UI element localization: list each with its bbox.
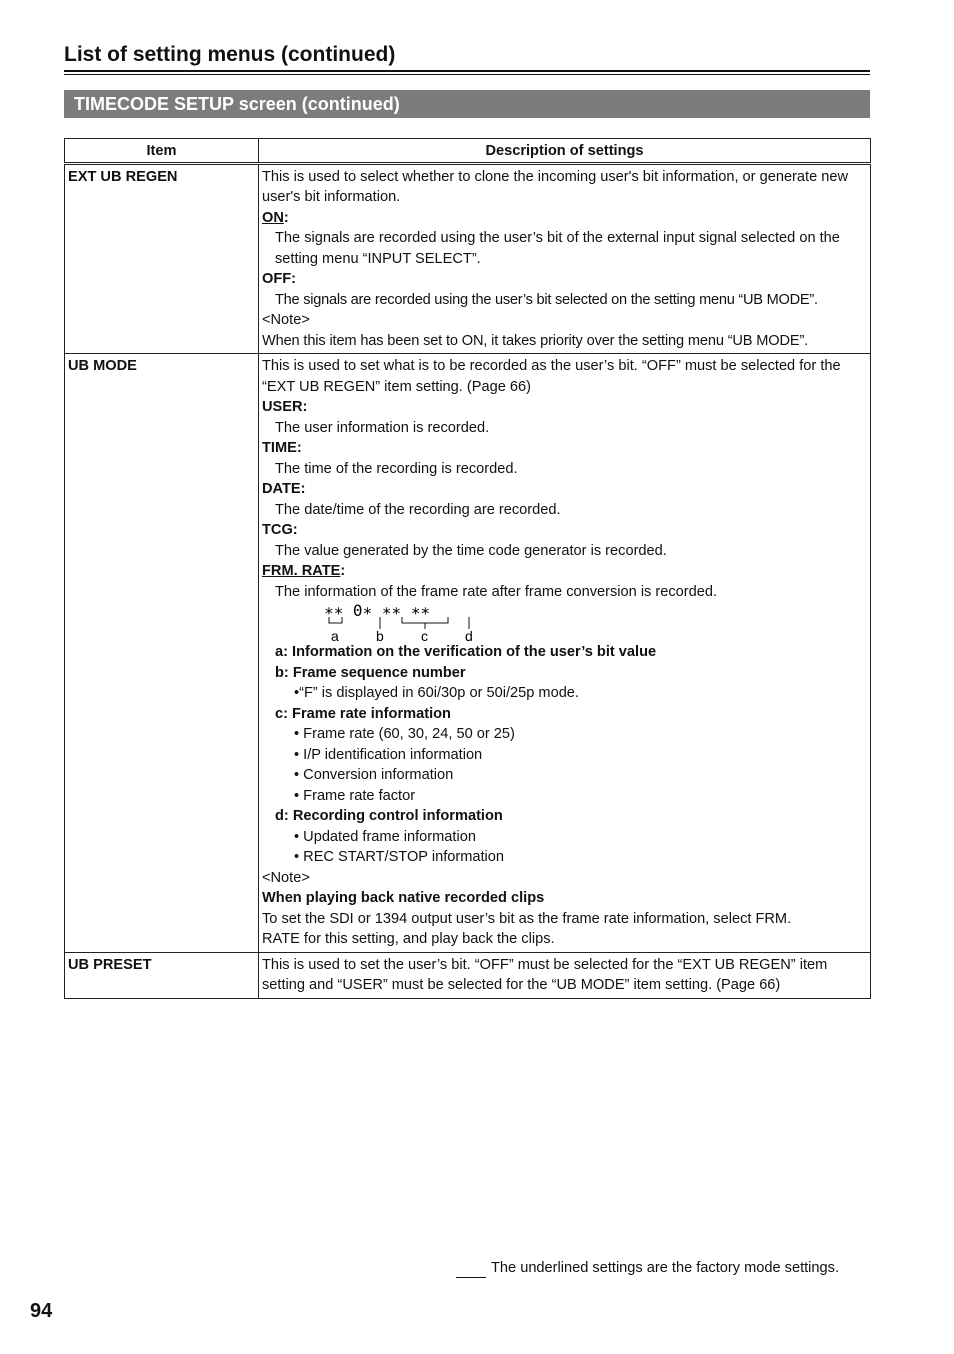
- on-label: ON: [262, 209, 284, 226]
- ext-ub-regen-on-text: The signals are recorded using the user’s bit of the external input signal selected on the setting menu “INPUT SELECT”.: [275, 230, 840, 267]
- ext-ub-regen-on-option: ON:: [262, 209, 289, 226]
- ub-mode-note-heading: When playing back native recorded clips: [262, 890, 545, 906]
- table-row-ext-ub-regen: [65, 163, 871, 354]
- user-bit-diagram-graphic: [322, 602, 492, 642]
- time-label: TIME:: [262, 440, 302, 456]
- d-item: • REC START/STOP information: [294, 849, 505, 865]
- off-label: OFF:: [262, 271, 297, 287]
- desc-ext-ub-regen: [259, 163, 871, 354]
- desc-ub-mode: [259, 354, 871, 953]
- ub-mode-note-label: <Note>: [262, 869, 310, 886]
- frm-rate-text: The information of the frame rate after frame conversion is recorded.: [275, 583, 718, 600]
- user-label: USER:: [262, 399, 308, 415]
- diagram-label-c: c: [421, 628, 428, 642]
- title-rule: [64, 70, 870, 72]
- c-item: • Frame rate factor: [294, 787, 416, 804]
- diagram-label-d: d: [465, 628, 473, 642]
- section-heading: TIMECODE SETUP screen (continued): [64, 90, 870, 118]
- item-ub-mode: UB MODE: [65, 354, 259, 953]
- b-item: •“F” is displayed in 60i/30p or 50i/25p mode.: [294, 685, 579, 701]
- diagram-label-a: a: [331, 628, 339, 642]
- page-number: 94: [30, 1300, 53, 1322]
- user-text: The user information is recorded.: [275, 419, 490, 436]
- a-label: a: Information on the verification of the user’s bit value: [275, 644, 657, 660]
- ext-ub-regen-off-text: The signals are recorded using the user’s bit selected on the setting menu “UB MODE”.: [275, 291, 818, 308]
- title-rule-thin: [64, 74, 870, 75]
- table-row-ub-preset: [65, 952, 871, 998]
- ext-ub-regen-intro: This is used to select whether to clone the incoming user's bit information, or generate new user's bit information.: [262, 168, 849, 205]
- ub-preset-text: This is used to set the user’s bit. “OFF” must be selected for the “EXT UB REGEN” item setting and “USER” must be selected for the “UB MODE” item setting. (Page 66): [262, 956, 828, 993]
- c-item: • Frame rate (60, 30, 24, 50 or 25): [294, 726, 515, 742]
- table-header-row: [65, 139, 871, 164]
- ub-mode-intro: This is used to set what is to be recorded as the user’s bit. “OFF” must be selected for the “EXT UB REGEN” item setting. (Page 66): [262, 358, 841, 395]
- date-label: DATE:: [262, 481, 306, 497]
- footer-note-text: The underlined settings are the factory mode settings.: [491, 1260, 840, 1276]
- date-text: The date/time of the recording are recorded.: [275, 501, 561, 518]
- tcg-text: The value generated by the time code generator is recorded.: [275, 542, 667, 559]
- diagram-label-b: b: [376, 628, 384, 642]
- underline-sample: [456, 1263, 486, 1278]
- header-item: Item: [65, 139, 259, 164]
- frm-rate-option: FRM. RATE:: [262, 563, 346, 579]
- b-label: b: Frame sequence number: [275, 664, 466, 681]
- item-ext-ub-regen: EXT UB REGEN: [65, 163, 259, 354]
- tcg-label: TCG:: [262, 522, 298, 538]
- diagram-code: ∗∗ 0∗ ∗∗ ∗∗: [324, 602, 430, 620]
- d-label: d: Recording control information: [275, 808, 503, 824]
- c-label: c: Frame rate information: [275, 705, 451, 722]
- time-text: The time of the recording is recorded.: [275, 460, 518, 477]
- settings-table: [64, 138, 871, 999]
- c-item: • I/P identification information: [294, 746, 483, 763]
- ub-mode-note-text: To set the SDI or 1394 output user’s bit as the frame rate information, select FRM. RATE for this setting, and play back the clips.: [262, 910, 792, 947]
- ext-ub-regen-note-label: <Note>: [262, 312, 310, 328]
- user-bit-diagram: [322, 602, 868, 642]
- page-title: List of setting menus (continued): [64, 43, 396, 66]
- c-item: • Conversion information: [294, 767, 454, 783]
- frm-rate-label: FRM. RATE: [262, 563, 341, 579]
- ext-ub-regen-note-text: When this item has been set to ON, it takes priority over the setting menu “UB MODE”.: [262, 332, 809, 349]
- desc-ub-preset: [259, 952, 871, 998]
- header-description: Description of settings: [259, 139, 871, 164]
- footer-note: [456, 1258, 870, 1278]
- item-ub-preset: UB PRESET: [65, 952, 259, 998]
- d-item: • Updated frame information: [294, 828, 476, 845]
- table-row-ub-mode: [65, 354, 871, 953]
